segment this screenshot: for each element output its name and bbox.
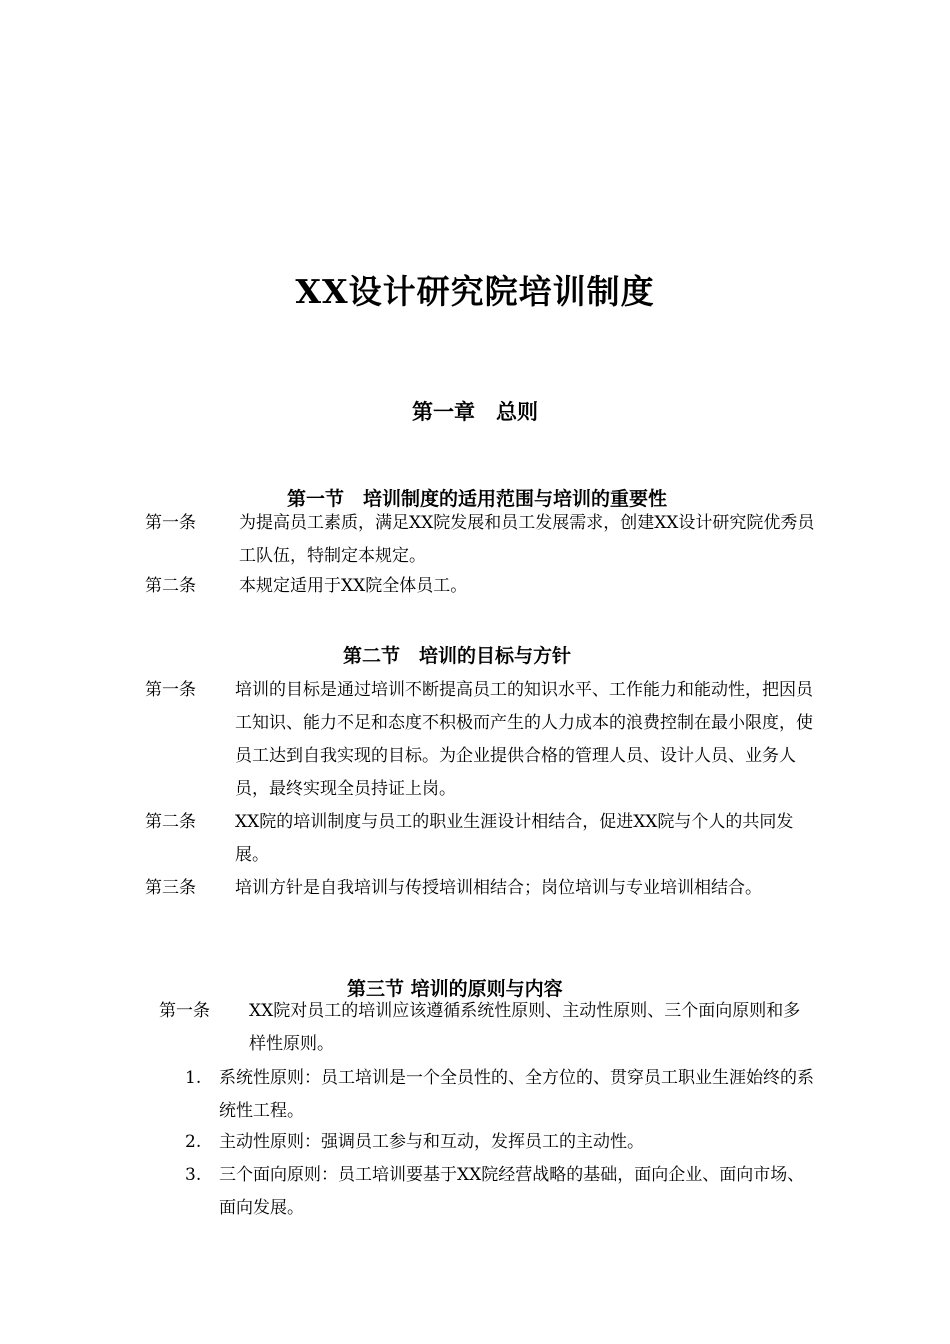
article-number: 第一条 bbox=[145, 513, 196, 533]
list-index: 3. bbox=[185, 1165, 202, 1185]
article-text: 培训的目标是通过培训不断提高员工的知识水平、工作能力和能动性，把因员工知识、能力不足和态度不积极而产生的人力成本的浪费控制在最小限度，使员工达到自我实现的目标。为企业提供合格的管理人员、设计人员、业务人员，最终实现全员持证上岗。 bbox=[235, 680, 813, 799]
list-item bbox=[185, 1062, 815, 1128]
article bbox=[145, 570, 815, 603]
section-heading: 第二节 培训的目标与方针 bbox=[343, 645, 572, 667]
list-text: 主动性原则：强调员工参与和互动，发挥员工的主动性。 bbox=[219, 1132, 644, 1152]
article bbox=[145, 872, 815, 905]
document-title: XX设计研究院培训制度 bbox=[295, 272, 655, 311]
article-number: 第二条 bbox=[145, 576, 196, 596]
article bbox=[145, 674, 815, 806]
article-number: 第一条 bbox=[145, 680, 196, 700]
article-text: 本规定适用于XX院全体员工。 bbox=[239, 576, 468, 596]
list-index: 2. bbox=[185, 1132, 202, 1152]
list-item bbox=[185, 1126, 815, 1159]
article-text: XX院的培训制度与员工的职业生涯设计相结合，促进XX院与个人的共同发展。 bbox=[235, 812, 794, 865]
article bbox=[159, 995, 815, 1061]
article-number: 第三条 bbox=[145, 878, 196, 898]
section-heading: 第三节 培训的原则与内容 bbox=[347, 978, 563, 1000]
list-text: 三个面向原则：员工培训要基于XX院经营战略的基础，面向企业、面向市场、面向发展。 bbox=[219, 1165, 805, 1218]
article-number: 第二条 bbox=[145, 812, 196, 832]
article bbox=[145, 507, 815, 573]
section-heading: 第一节 培训制度的适用范围与培训的重要性 bbox=[287, 488, 668, 510]
chapter-title: 第一章 总则 bbox=[412, 399, 538, 424]
list-text: 系统性原则：员工培训是一个全员性的、全方位的、贯穿员工职业生涯始终的系统性工程。 bbox=[219, 1068, 814, 1121]
article-text: 培训方针是自我培训与传授培训相结合；岗位培训与专业培训相结合。 bbox=[235, 878, 762, 898]
article-text: XX院对员工的培训应该遵循系统性原则、主动性原则、三个面向原则和多样性原则。 bbox=[249, 1001, 801, 1054]
article-text: 为提高员工素质，满足XX院发展和员工发展需求，创建XX设计研究院优秀员工队伍，特制定本规定。 bbox=[239, 513, 815, 566]
article bbox=[145, 806, 815, 872]
list-index: 1. bbox=[185, 1068, 202, 1088]
list-item bbox=[185, 1159, 815, 1225]
article-number: 第一条 bbox=[159, 1001, 210, 1021]
